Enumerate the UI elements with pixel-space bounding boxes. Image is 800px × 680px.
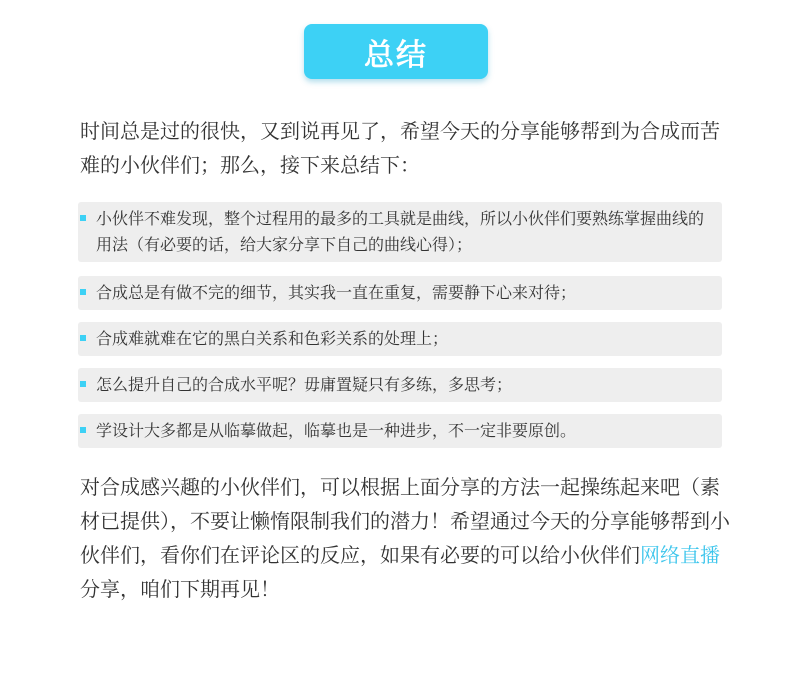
intro-paragraph: 时间总是过的很快，又到说再见了，希望今天的分享能够帮到为合成而苦难的小伙伴们；那么，接下来总结下： — [80, 119, 720, 177]
summary-list — [78, 202, 722, 460]
summary-item — [78, 202, 722, 262]
summary-item-text: 学设计大多都是从临摹做起，临摹也是一种进步，不一定非要原创。 — [96, 421, 577, 440]
bullet-square-icon — [80, 427, 86, 433]
title-badge — [304, 24, 488, 79]
summary-item-text: 合成难就难在它的黑白关系和色彩关系的处理上； — [96, 329, 449, 348]
page-title: 总结 — [364, 37, 428, 73]
closing-text-end: 分享，咱们下期再见！ — [80, 577, 280, 601]
summary-item-text: 合成总是有做不完的细节，其实我一直在重复，需要静下心来对待； — [96, 283, 577, 302]
summary-item — [78, 368, 722, 402]
summary-item — [78, 414, 722, 448]
summary-item-text: 怎么提升自己的合成水平呢？毋庸置疑只有多练，多思考； — [96, 375, 513, 394]
bullet-square-icon — [80, 335, 86, 341]
summary-item — [78, 322, 722, 356]
closing-text-start: 对合成感兴趣的小伙伴们，可以根据上面分享的方法一起操练起来吧（素材已提供），不要让懒惰限制我们的潜力！希望通过今天的分享能够帮到小伙伴们，看你们在评论区的反应，如果有必要的可以给小伙伴们 — [80, 475, 730, 567]
live-stream-link[interactable]: 网络直播 — [640, 543, 720, 567]
bullet-square-icon — [80, 215, 86, 221]
summary-item-text: 小伙伴不难发现，整个过程用的最多的工具就是曲线，所以小伙伴们要熟练掌握曲线的用法（有必要的话，给大家分享下自己的曲线心得）； — [96, 209, 705, 254]
bullet-square-icon — [80, 289, 86, 295]
summary-item — [78, 276, 722, 310]
bullet-square-icon — [80, 381, 86, 387]
closing-paragraph — [80, 470, 730, 606]
